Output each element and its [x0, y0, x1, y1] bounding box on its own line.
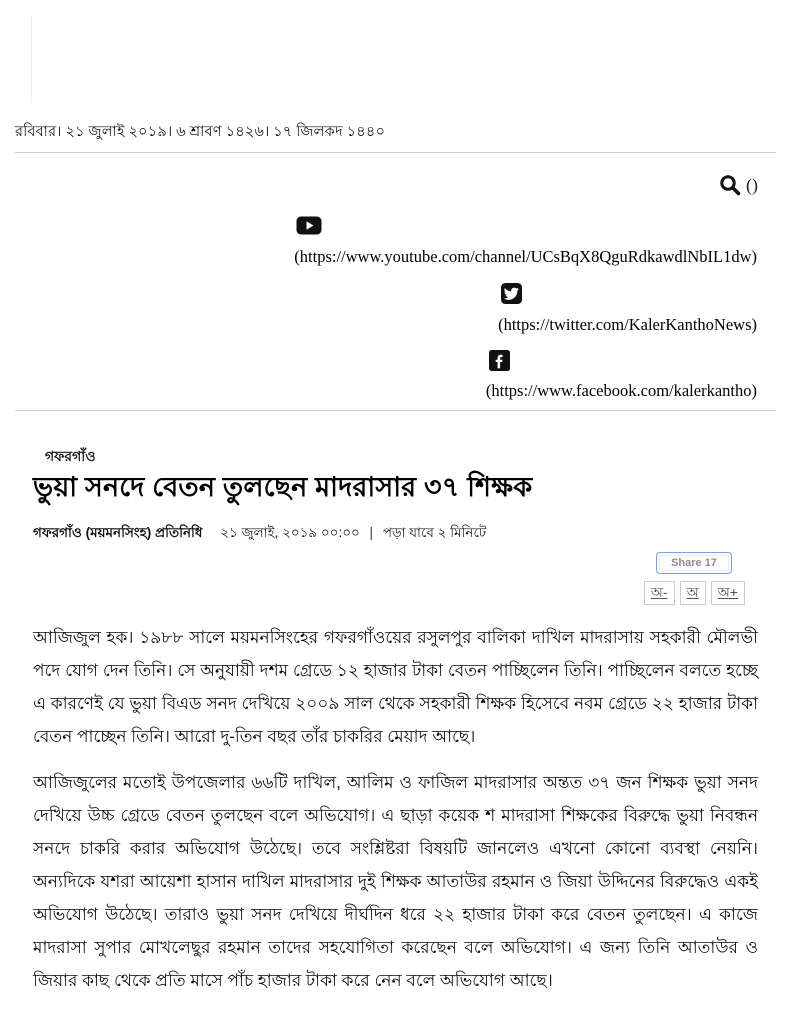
twitter-icon[interactable] — [501, 283, 522, 309]
article-paragraph: আজিজুলের মতোই উপজেলার ৬৬টি দাখিল, আলিম ও ফাজিল মাদরাসার অন্তত ৩৭ জন শিক্ষক ভুয়া সনদ দেখিয়ে উচ্চ গ্রেডে বেতন তুলছেন বলে অভিযোগ। এ ছাড়া কয়েক শ মাদরাসা শিক্ষকের বিরুদ্ধে ভুয়া নিবন্ধন সনদে চাকরি করার অভিযোগ উঠেছে। তবে সংশ্লিষ্টরা বিষয়টি জানলেও এখনো কোনো ব্যবস্থা নেয়নি। অন্যদিকে যশরা আয়েশা হাসান দাখিল মাদরাসার দুই শিক্ষক আতাউর রহমান ও জিয়া উদ্দিনের বিরুদ্ধেও একই অভিযোগ উঠেছে। তারাও ভুয়া সনদ দেখিয়ে দীর্ঘদিন ধরে ২২ হাজার টাকা করে বেতন তুলছেন। এ কাজে মাদরাসা সুপার মোখলেছুর রহমান তাদের সহযোগিতা করেছেন বলে অভিযোগ। এ জন্য তিনি আতাউর ও জিয়ার কাছ থেকে প্রতি মাসে পাঁচ হাজার টাকা করে নেন বলে অভিযোগ আছে। — [33, 773, 758, 990]
article-byline — [33, 522, 486, 545]
article-category[interactable]: গফরগাঁও — [45, 448, 96, 464]
font-size-decrease-button[interactable]: অ- — [644, 581, 675, 605]
facebook-share-button[interactable]: Share 17 — [656, 552, 732, 574]
search-url-text: () — [746, 174, 758, 195]
byline-read-time: পড়া যাবে ২ মিনিটে — [382, 525, 487, 540]
font-size-controls — [644, 581, 745, 605]
facebook-icon[interactable] — [489, 350, 510, 376]
twitter-url-text[interactable]: (https://twitter.com/KalerKanthoNews) — [498, 315, 757, 334]
search-icon[interactable] — [718, 173, 742, 197]
date-line: রবিবার। ২১ জুলাই ২০১৯। ৬ শ্রাবণ ১৪২৬। ১৭ জিলকদ ১৪৪০ — [15, 124, 386, 140]
byline-separator: | — [369, 525, 374, 540]
byline-reporter: গফরগাঁও (ময়মনসিংহ) প্রতিনিধি — [33, 525, 203, 540]
header-divider — [15, 152, 776, 153]
article-body — [33, 621, 758, 1010]
article-headline: ভুয়া সনদে বেতন তুলছেন মাদরাসার ৩৭ শিক্ষক — [33, 472, 533, 502]
youtube-url-text[interactable]: (https://www.youtube.com/channel/UCsBqX8QguRdkawdlNbIL1dw) — [294, 247, 757, 266]
article-paragraph: আজিজুল হক। ১৯৮৮ সালে ময়মনসিংহের গফরগাঁওয়ের রসুলপুর বালিকা দাখিল মাদরাসায় সহকারী মৌলভী পদে যোগ দেন তিনি। সে অনুযায়ী দশম গ্রেডে ১২ হাজার টাকা বেতন পাচ্ছিলেন তিনি। পাচ্ছিলেন বলতে হচ্ছে এ কারণেই যে ভুয়া বিএড সনদ দেখিয়ে ২০০৯ সাল থেকে সহকারী শিক্ষক হিসেবে নবম গ্রেডে ২২ হাজার টাকা বেতন পাচ্ছেন তিনি। আরো দু-তিন বছর তাঁর চাকরির মেয়াদ আছে। — [33, 628, 758, 746]
search-link[interactable] — [718, 173, 758, 197]
facebook-url-text[interactable]: (https://www.facebook.com/kalerkantho) — [485, 381, 757, 400]
youtube-icon[interactable] — [296, 216, 322, 241]
article-top-divider — [15, 410, 776, 411]
font-size-increase-button[interactable]: অ+ — [711, 581, 745, 605]
font-size-default-button[interactable]: অ — [680, 581, 706, 605]
byline-datetime: ২১ জুলাই, ২০১৯ ০০:০০ — [220, 525, 360, 540]
logo-image-placeholder — [31, 15, 103, 103]
